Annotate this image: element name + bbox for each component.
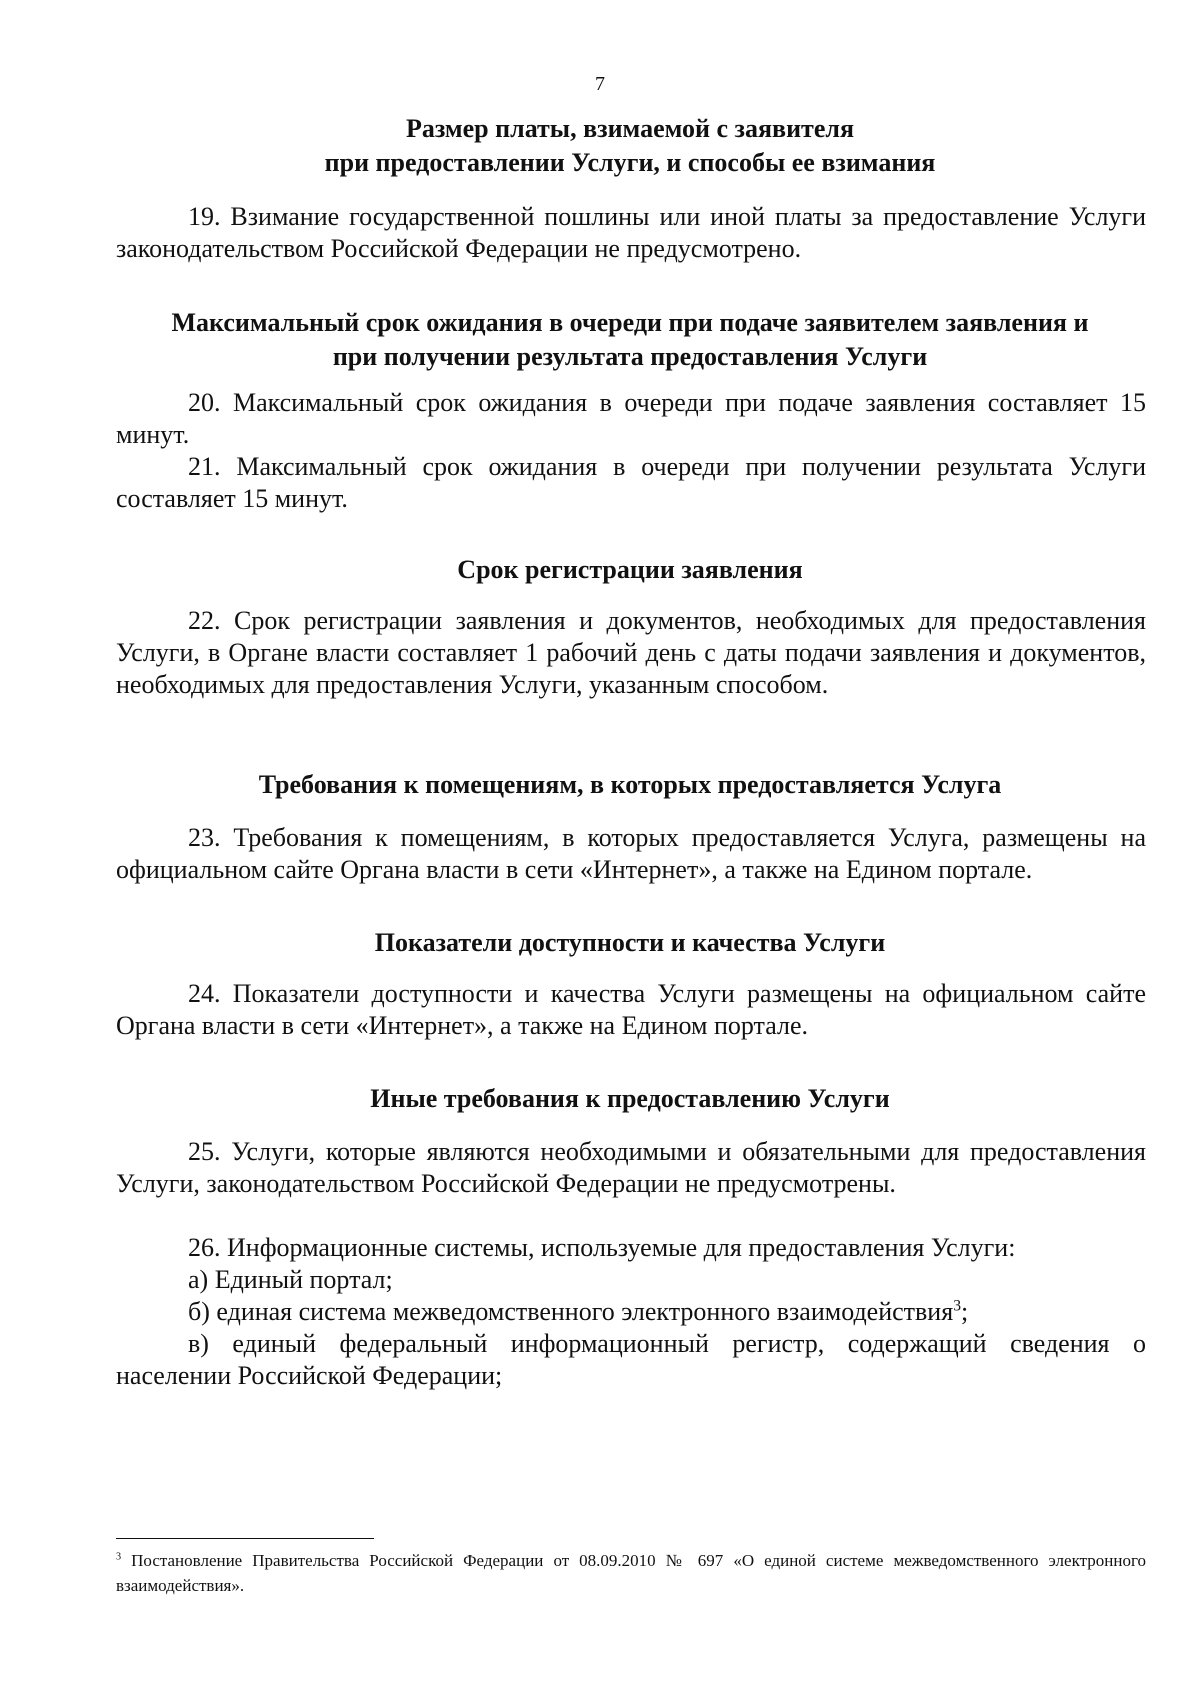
list-item-c: в) единый федеральный информационный регистр, содержащий сведения о населении Российской Федерации; [116,1329,1146,1390]
paragraph-20: 20. Максимальный срок ожидания в очереди при подаче заявления составляет 15 минут. [116,388,1146,449]
list-item-a: а) Единый портал; [188,1265,393,1294]
footnote-text: Постановление Правительства Российской Федерации от 08.09.2010 № 697 «О единой системе межведомственного электронного взаимодействия». [116,1551,1146,1595]
footnote-marker: 3 [116,1551,122,1563]
heading-queue [112,306,1148,374]
footnote-reference: 3 [953,1297,961,1315]
heading-fee-line1: Размер платы, взимаемой с заявителя [405,114,855,143]
paragraph-19: 19. Взимание государственной пошлины или иной платы за предоставление Услуги законодательством Российской Федерации не предусмотрено. [116,202,1146,263]
heading-fee [112,112,1148,180]
list-item-b-end: ; [960,1297,969,1326]
list-item-b-text: б) единая система межведомственного электронного взаимодействия [188,1297,954,1326]
heading-other: Иные требования к предоставлению Услуги [370,1084,890,1113]
heading-queue-line1: Максимальный срок ожидания в очереди при подаче заявителем заявления и [171,308,1089,337]
heading-quality: Показатели доступности и качества Услуги [374,928,886,957]
heading-fee-line2: при предоставлении Услуги, и способы ее взимания [324,148,936,177]
heading-premises: Требования к помещениям, в которых предоставляется Услуга [258,770,1002,799]
paragraph-22: 22. Срок регистрации заявления и документов, необходимых для предоставления Услуги, в Органе власти составляет 1 рабочий день с даты подачи заявления и документов, необходимых для предоставления Услуги, указанным способом. [116,606,1146,699]
paragraph-24: 24. Показатели доступности и качества Услуги размещены на официальном сайте Органа власти в сети «Интернет», а также на Едином портале. [116,979,1146,1040]
heading-queue-line2: при получении результата предоставления Услуги [332,342,928,371]
footnote [116,1548,1146,1598]
footnote-divider [116,1538,374,1539]
paragraph-23: 23. Требования к помещениям, в которых предоставляется Услуга, размещены на официальном сайте Органа власти в сети «Интернет», а также на Едином портале. [116,823,1146,884]
paragraph-21: 21. Максимальный срок ожидания в очереди при получении результата Услуги составляет 15 минут. [116,452,1146,513]
list-item-b [116,1296,1146,1328]
heading-registration: Срок регистрации заявления [457,555,803,584]
paragraph-26: 26. Информационные системы, используемые для предоставления Услуги: [188,1233,1016,1262]
page-number: 7 [595,73,605,95]
paragraph-25: 25. Услуги, которые являются необходимыми и обязательными для предоставления Услуги, законодательством Российской Федерации не предусмотрены. [116,1137,1146,1198]
